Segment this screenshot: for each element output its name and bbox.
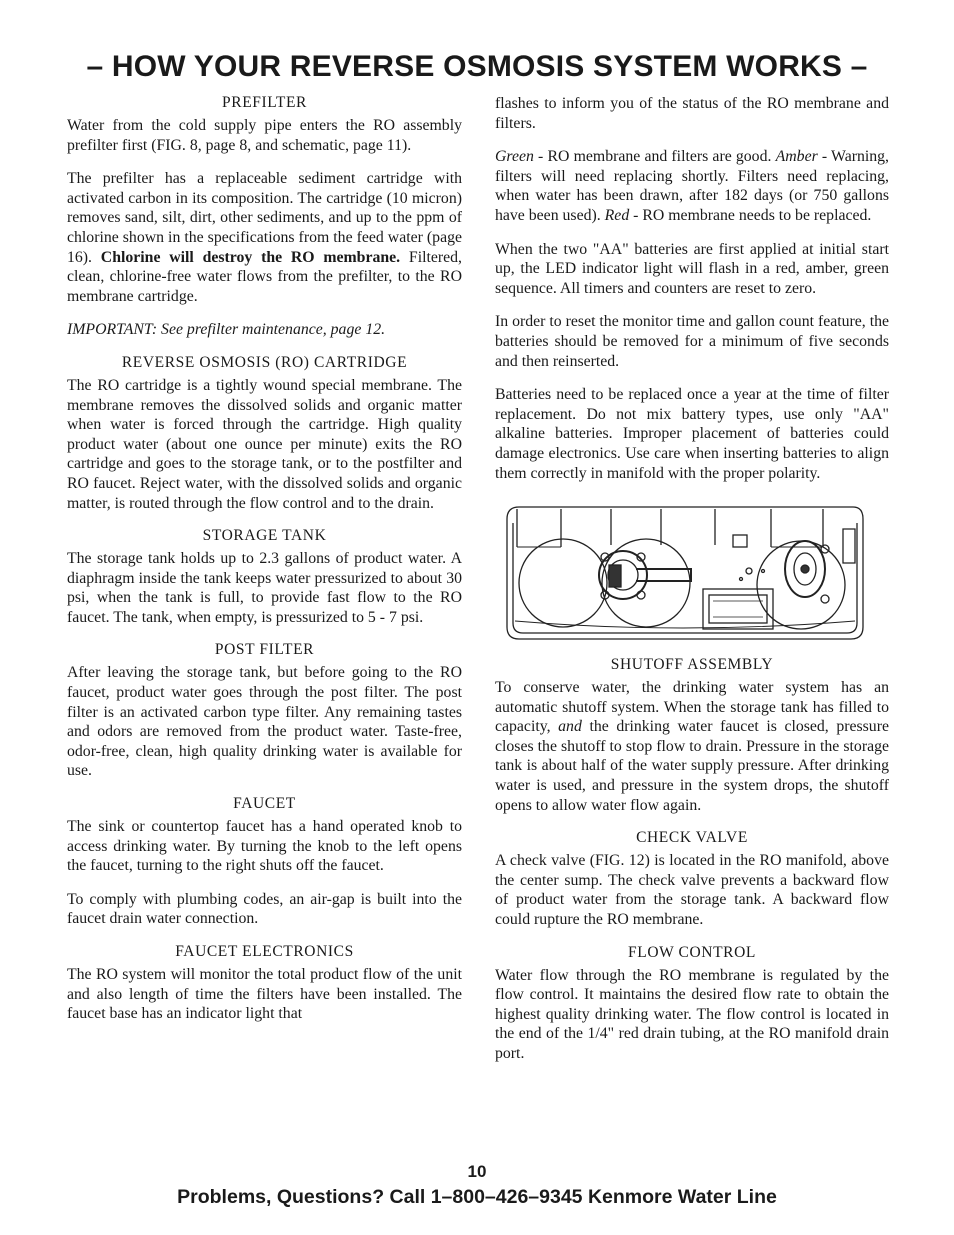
- post-filter-heading: POST FILTER: [214, 641, 315, 659]
- red-text: - RO membrane needs to be replaced.: [629, 206, 872, 224]
- shutoff-text-a: To conserve water, the drinking water system has an automatic shutoff system. When the storage tank has filled to capacity,: [495, 679, 889, 736]
- faucet-electronics-paragraph: The RO system will monitor the total product flow of the unit and also length of time the filters have been installed. The faucet base has an indicator light that: [67, 966, 462, 1023]
- shutoff-assembly-paragraph: [495, 678, 889, 815]
- faucet-paragraph-2: To comply with plumbing codes, an air-gap is built into the faucet drain water connection.: [67, 890, 462, 928]
- prefilter-paragraph-1: Water from the cold supply pipe enters the RO assembly prefilter first (FIG. 8, page 8, and schematic, page 11).: [67, 117, 462, 154]
- prefilter-important-note: IMPORTANT: See prefilter maintenance, page 12.: [67, 321, 386, 339]
- faucet-electronics-continued: flashes to inform you of the status of the RO membrane and filters.: [495, 95, 889, 132]
- red-label: Red: [604, 206, 630, 224]
- footer-helpline: Problems, Questions? Call 1–800–426–9345 Kenmore Water Line: [177, 1186, 777, 1208]
- post-filter-paragraph: After leaving the storage tank, but before going to the RO faucet, product water goes through the post filter. The post filter is an activated carbon type filter. Any remaining tastes and odors are removed from the product water. Taste-free, odor-free, clean, high quality drinking water is available for use.: [67, 664, 462, 780]
- shutoff-assembly-illustration: [501, 505, 867, 641]
- prefilter-text-a: The prefilter has a replaceable sediment cartridge with activated carbon in its composition. The cartridge (10 micron) removes sand, silt, dirt, other sediments, and up to the ppm of chlorine shown in the specifications from the feed water (page 16).: [67, 170, 462, 266]
- shutoff-and: and: [558, 718, 582, 736]
- flow-control-paragraph: Water flow through the RO membrane is regulated by the flow control. It maintains the desired flow rate to obtain the highest quality drinking water. The flow control is located in the end of the 1/4" red drain tubing, at the RO manifold drain port.: [495, 966, 889, 1062]
- check-valve-paragraph: A check valve (FIG. 12) is located in the RO manifold, above the center sump. The check valve prevents a backward flow of product water from the storage tank. A backward flow could rupture the RO membrane.: [495, 852, 889, 929]
- prefilter-heading: PREFILTER: [222, 94, 307, 111]
- faucet-paragraph-1: The sink or countertop faucet has a hand operated knob to access drinking water. By turning the knob to the left opens the faucet, turning to the right shuts off the faucet.: [67, 818, 462, 875]
- storage-tank-paragraph: The storage tank holds up to 2.3 gallons of product water. A diaphragm inside the tank keeps water pressurized to about 30 psi, when the tank is full, to provide fast flow to the RO faucet. The tank, when empty, is pressurized to 5 - 7 psi.: [67, 550, 462, 626]
- page-number: 10: [467, 1162, 487, 1181]
- prefilter-paragraph-2: [67, 169, 462, 306]
- ro-cartridge-heading: REVERSE OSMOSIS (RO) CARTRIDGE: [121, 353, 408, 371]
- indicator-status-paragraph: [495, 147, 889, 225]
- battery-replacement-paragraph: Batteries need to be replaced once a year at the time of filter replacement. Do not mix battery types, use only "AA" alkaline batteries. Improper placement of batteries could damage electronics. Use care when inserting batteries to align them correctly in manifold with the proper polarity.: [495, 386, 889, 482]
- amber-label: Amber: [775, 148, 818, 166]
- green-text: - RO membrane and filters are good.: [533, 148, 776, 166]
- prefilter-text-c: Filtered, clean, chlorine-free water flows from the prefilter, to the RO membrane cartridge.: [67, 248, 462, 305]
- shutoff-text-b: the drinking water faucet is closed, pressure closes the shutoff to stop flow to drain. Pressure in the storage tank is about half of the water supply pressure. After drinking water is used, and pressure in the system drops, the shutoff opens to allow water flow again.: [495, 718, 889, 814]
- amber-text: - Warning, filters will need replacing shortly. Filters need replacing, when water has been drawn, after 182 days (or 750 gallons have been used).: [495, 148, 889, 224]
- reset-paragraph: In order to reset the monitor time and gallon count feature, the batteries should be removed for a minimum of five seconds and then reinserted.: [495, 313, 889, 370]
- page-title: – HOW YOUR REVERSE OSMOSIS SYSTEM WORKS –: [86, 50, 868, 83]
- right-column: [495, 94, 889, 1078]
- chlorine-warning: Chlorine will destroy the RO membrane.: [100, 248, 401, 266]
- left-column: [67, 94, 462, 1038]
- ro-cartridge-paragraph: The RO cartridge is a tightly wound special membrane. The membrane removes the dissolved solids and organic matter when water is forced through the cartridge. High quality product water (about one ounce per minute) exits the RO cartridge and goes to the storage tank, or to the postfilter and RO faucet. Reject water, with the dissolved solids and organic matter, is routed through the flow control and to the drain.: [67, 376, 462, 512]
- faucet-heading: FAUCET: [233, 795, 296, 813]
- check-valve-heading: CHECK VALVE: [636, 829, 748, 847]
- faucet-electronics-heading: FAUCET ELECTRONICS: [175, 943, 354, 960]
- storage-tank-heading: STORAGE TANK: [202, 527, 327, 545]
- shutoff-assembly-heading: SHUTOFF ASSEMBLY: [610, 656, 774, 674]
- flow-control-heading: FLOW CONTROL: [628, 943, 756, 961]
- battery-startup-paragraph: When the two "AA" batteries are first applied at initial start up, the LED indicator light will flash in a red, amber, green sequence. All timers and counters are reset to zero.: [495, 240, 889, 297]
- green-label: Green: [495, 148, 534, 166]
